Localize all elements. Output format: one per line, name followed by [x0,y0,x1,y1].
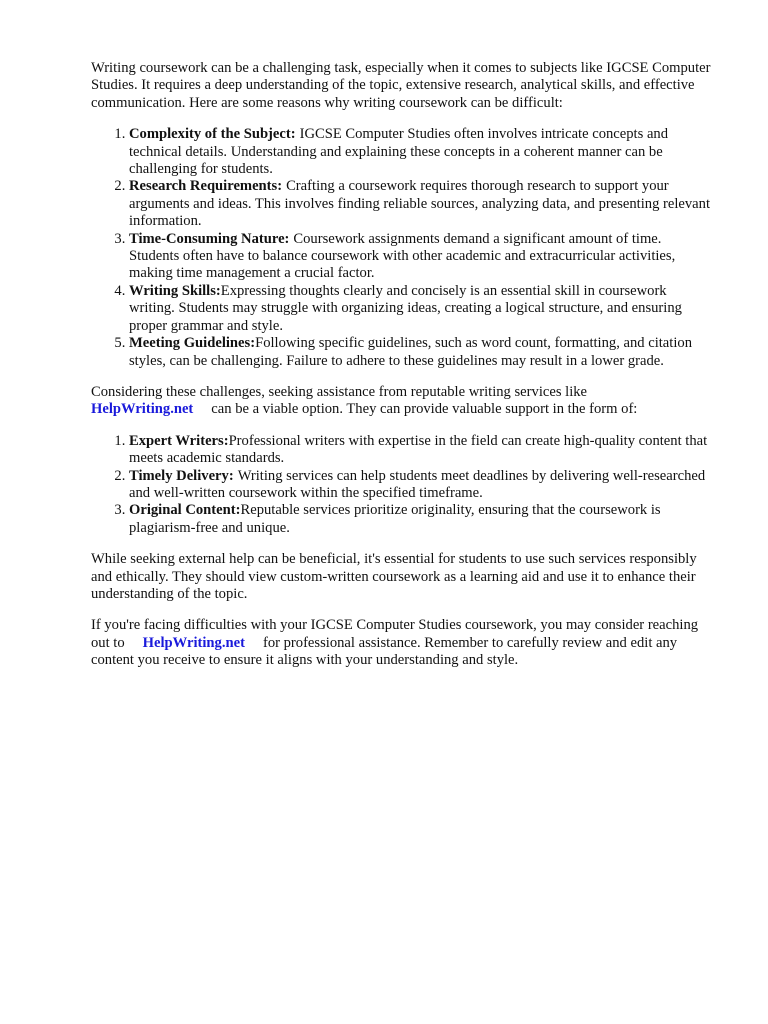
item-text: Expressing thoughts clearly and concisely is an essential skill in coursework writing. Students may struggle with organizing ideas, creating a logical structure, and ensuring proper grammar and style. [129,282,682,334]
item-text: Coursework assignments demand a significant amount of time. Students often have to balance coursework with other academic and extracurricular activities, making time management a crucial factor. [129,230,676,282]
item-text: Writing services can help students meet deadlines by delivering well-researched and well-written coursework within the specified timeframe. [129,467,706,501]
list-item [129,335,712,370]
considering-text-after: can be a viable option. They can provide valuable support in the form of: [211,401,638,418]
list-item [129,231,712,283]
considering-text-before: Considering these challenges, seeking assistance from reputable writing services like [91,383,588,400]
ethics-paragraph: While seeking external help can be beneficial, it's essential for students to use such services responsibly and ethically. They should view custom-written coursework as a learning aid and use it to enhance their understanding of the topic. [91,551,697,602]
item-text: Following specific guidelines, such as word count, formatting, and citation styles, can be challenging. Failure to adhere to these guidelines may result in a lower grade. [129,335,692,369]
list-item [129,502,712,537]
item-text: Professional writers with expertise in the field can create high-quality content that meets academic standards. [129,432,708,467]
difficulties-list [91,126,712,370]
item-term: Expert Writers: [129,432,229,449]
list-item [129,178,712,230]
considering-paragraph [91,384,712,419]
item-term: Original Content: [129,502,241,519]
item-term: Writing Skills: [129,282,221,299]
helpwriting-link[interactable]: HelpWriting.net [91,401,194,418]
list-item [129,433,712,468]
item-term: Time-Consuming Nature: [129,230,290,247]
helpwriting-link[interactable]: HelpWriting.net [142,634,245,651]
item-term: Timely Delivery: [129,467,234,484]
intro-paragraph: Writing coursework can be a challenging task, especially when it comes to subjects like IGCSE Computer Studies. It requires a deep understanding of the topic, extensive research, analytical skills, and effective communication. Here are some reasons why writing coursework can be difficult: [91,60,711,111]
list-item [129,468,712,503]
closing-text-before: If you're facing difficulties with your IGCSE Computer Studies coursework, you may consider reaching out to [91,617,699,651]
closing-paragraph [91,617,712,669]
item-term: Meeting Guidelines: [129,335,256,352]
item-text: IGCSE Computer Studies often involves intricate concepts and technical details. Understanding and explaining these concepts in a coherent manner can be challenging for students. [129,126,669,178]
item-text: Crafting a coursework requires thorough research to support your arguments and ideas. This involves finding reliable sources, analyzing data, and presenting relevant information. [129,178,711,230]
closing-text-after: for professional assistance. Remember to carefully review and edit any content you receive to ensure it aligns with your understanding and style. [91,634,678,669]
item-term: Research Requirements: [129,178,283,195]
item-text: Reputable services prioritize originality, ensuring that the coursework is plagiarism-free and unique. [129,502,661,536]
benefits-list [91,433,712,537]
list-item [129,126,712,178]
list-item [129,283,712,335]
item-term: Complexity of the Subject: [129,126,296,143]
